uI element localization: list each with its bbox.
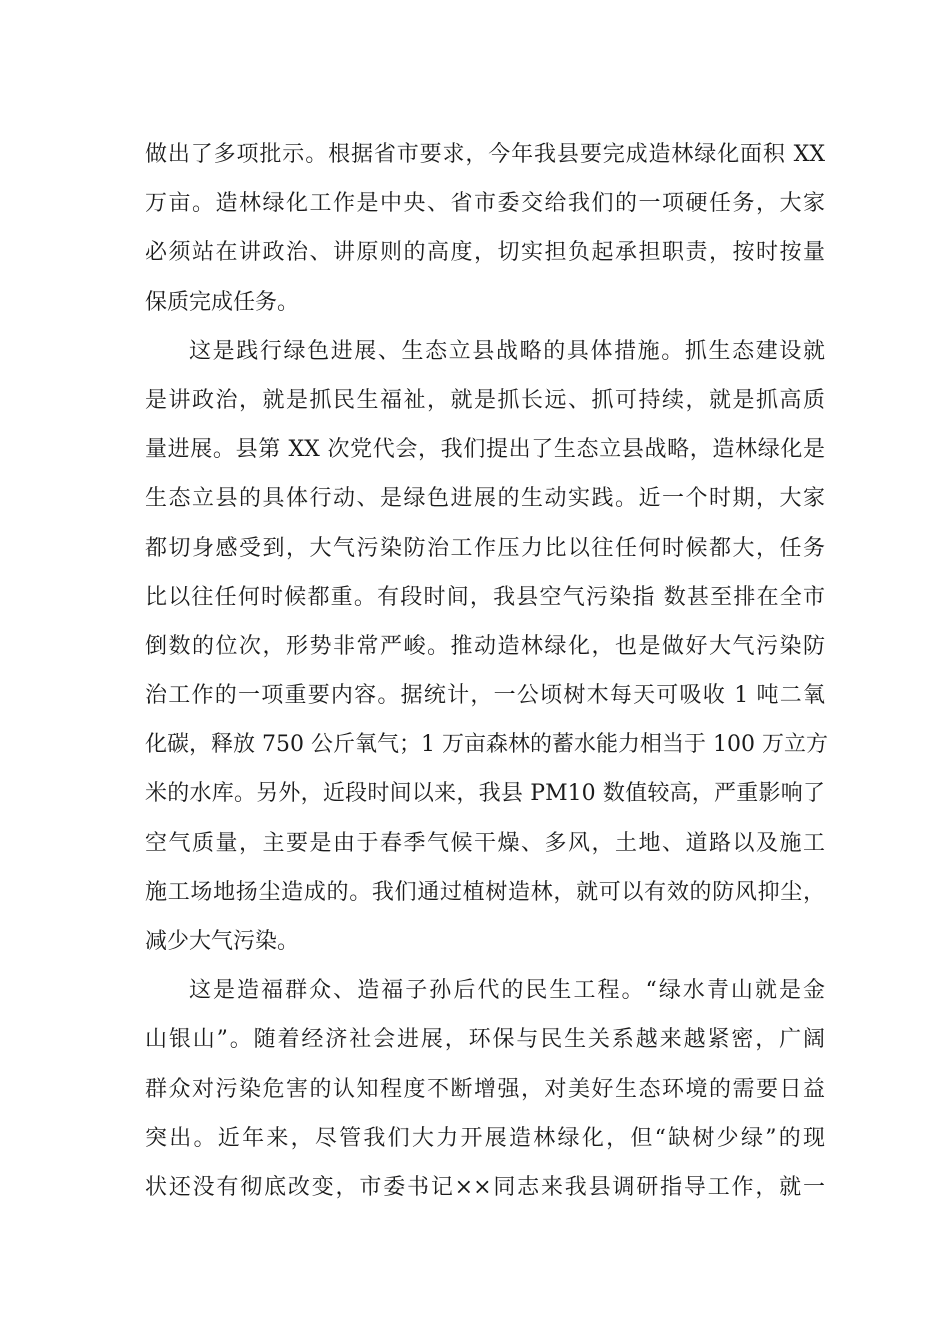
text-line: 比以往任何时候都重。有段时间，我县空气污染指 数甚至排在全市 [145, 584, 825, 610]
text-line: 生态立县的具体行动、是绿色进展的生动实践。近一个时期，大家 [145, 486, 825, 512]
text-line: 这是造福群众、造福子孙后代的民生工程。“绿水青山就是金 [189, 978, 825, 1004]
text-line: 保质完成任务。 [145, 289, 300, 315]
paragraph-1 [145, 130, 825, 327]
text-line: 突出。近年来，尽管我们大力开展造林绿化，但“缺树少绿”的现 [145, 1125, 825, 1151]
text-line: 是讲政治，就是抓民生福祉，就是抓长远、抓可持续，就是抓高质 [145, 387, 825, 413]
text-line: 治工作的一项重要内容。据统计，一公顷树木每天可吸收 1 吨二氧 [145, 683, 825, 709]
text-line: 万亩。造林绿化工作是中央、省市委交给我们的一项硬任务，大家 [145, 191, 825, 217]
text-line: 都切身感受到，大气污染防治工作压力比以往任何时候都大，任务 [145, 535, 825, 561]
text-line: 这是践行绿色进展、生态立县战略的具体措施。抓生态建设就 [189, 338, 825, 364]
document-body [145, 130, 828, 1212]
text-line: 做出了多项批示。根据省市要求，今年我县要完成造林绿化面积 XX [145, 142, 825, 167]
text-line: 化碳，释放 750 公斤氧气；1 万亩森林的蓄水能力相当于 100 万立方 [145, 732, 828, 758]
text-line: 群众对污染危害的认知程度不断增强，对美好生态环境的需要日益 [145, 1076, 825, 1102]
text-line: 必须站在讲政治、讲原则的高度，切实担负起承担职责，按时按量 [145, 240, 825, 266]
paragraph-3 [145, 966, 825, 1212]
paragraph-2 [145, 327, 828, 966]
text-line: 施工场地扬尘造成的。我们通过植树造林，就可以有效的防风抑尘， [145, 879, 825, 905]
text-line: 山银山”。随着经济社会进展，环保与民生关系越来越紧密，广阔 [145, 1027, 825, 1053]
text-line: 空气质量，主要是由于春季气候干燥、多风，土地、道路以及施工 [145, 830, 825, 856]
text-line: 米的水库。另外，近段时间以来，我县 PM10 数值较高，严重影响了 [145, 781, 825, 807]
text-line: 减少大气污染。 [145, 929, 300, 954]
text-line: 量进展。县第 XX 次党代会，我们提出了生态立县战略，造林绿化是 [145, 437, 825, 463]
text-line: 状还没有彻底改变，市委书记××同志来我县调研指导工作，就一 [145, 1174, 825, 1200]
text-line: 倒数的位次，形势非常严峻。推动造林绿化，也是做好大气污染防 [145, 633, 825, 659]
